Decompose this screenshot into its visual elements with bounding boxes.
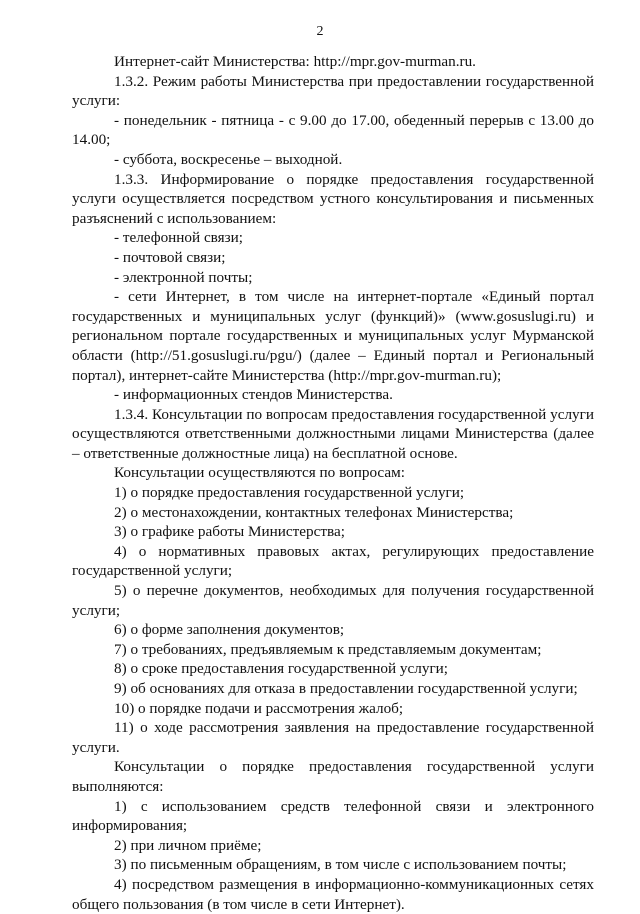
list-item: 7) о требованиях, предъявляемым к представляемым документам;: [114, 640, 542, 658]
paragraph-schedule-weekend: - суббота, воскресенье – выходной.: [114, 150, 343, 168]
list-item: 2) при личном приёме;: [114, 836, 262, 854]
list-item: - информационных стендов Министерства.: [114, 386, 393, 404]
list-item: 10) о порядке подачи и рассмотрения жалоб;: [114, 699, 404, 717]
list-item: 3) по письменным обращениям, в том числе с использованием почты;: [114, 856, 567, 874]
list-item: 4) посредством размещения в информационно-коммуникационных сетях общего пользования (в том числе в сети Интернет).: [72, 875, 594, 913]
document-body: [72, 52, 594, 914]
list-item: - почтовой связи;: [114, 248, 226, 266]
list-item: 8) о сроке предоставления государственной услуги;: [114, 660, 449, 678]
paragraph-consultation-topics: Консультации осуществляются по вопросам:: [114, 464, 405, 482]
list-item: 3) о графике работы Министерства;: [114, 523, 345, 541]
page-number: 2: [316, 24, 324, 39]
list-item: 4) о нормативных правовых актах, регулирующих предоставление государственной услуги;: [72, 542, 594, 580]
list-item: - сети Интернет, в том числе на интернет-портале «Единый портал государственных и муниципальных услуг (функций)» (www.gosuslugi.ru) и региональном портале государственных и муниципальных услуг Мурманской области (http://51.gosuslugi.ru/pgu/) (далее – Единый портал и Региональный портал), интернет-сайте Министерства (http://mpr.gov-murman.ru);: [72, 288, 594, 384]
paragraph-website: Интернет-сайт Министерства: http://mpr.gov-murman.ru.: [114, 53, 476, 70]
paragraph-consultation-methods: Консультации о порядке предоставления государственной услуги выполняются:: [72, 758, 594, 795]
list-item: 5) о перечне документов, необходимых для получения государственной услуги;: [72, 582, 594, 619]
list-item: 6) о форме заполнения документов;: [114, 621, 345, 639]
list-item: - электронной почты;: [114, 268, 253, 286]
list-item: 1) о порядке предоставления государственной услуги;: [114, 484, 465, 502]
list-item: - телефонной связи;: [114, 229, 243, 247]
paragraph-1-3-2: 1.3.2. Режим работы Министерства при предоставлении государственной услуги:: [72, 72, 594, 110]
list-item: 9) об основаниях для отказа в предоставлении государственной услуги;: [114, 680, 578, 697]
list-item: 11) о ходе рассмотрения заявления на предоставление государственной услуги.: [72, 719, 594, 756]
paragraph-schedule-weekdays: - понедельник - пятница - с 9.00 до 17.00, обеденный перерыв с 13.00 до 14.00;: [72, 111, 594, 149]
list-item: 1) с использованием средств телефонной связи и электронного информирования;: [72, 797, 594, 835]
paragraph-1-3-3: 1.3.3. Информирование о порядке предоставления государственной услуги осуществляется посредством устного консультирования и письменных разъяснений с использованием:: [72, 170, 594, 227]
paragraph-1-3-4: 1.3.4. Консультации по вопросам предоставления государственной услуги осуществляются ответственными должностными лицами Министерства (далее – ответственные должностные лица) на бесплатной основе.: [72, 405, 594, 462]
list-item: 2) о местонахождении, контактных телефонах Министерства;: [114, 503, 514, 521]
